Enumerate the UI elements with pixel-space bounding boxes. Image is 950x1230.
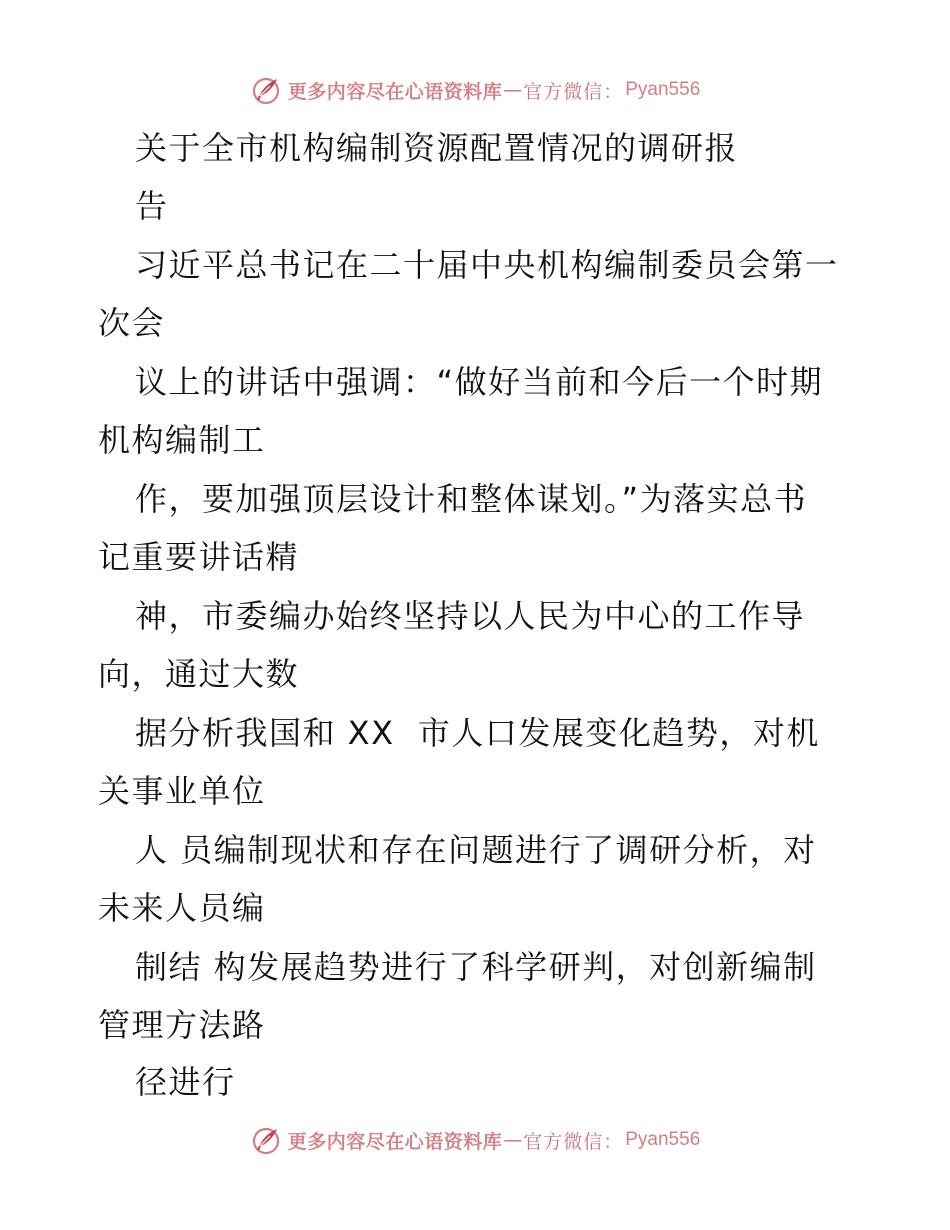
feather-pen-logo-icon xyxy=(250,74,282,106)
watermark-official-label: 官方微信： xyxy=(523,1130,624,1153)
watermark-separator: — xyxy=(503,1129,523,1151)
feather-pen-logo-icon xyxy=(250,1124,282,1156)
paragraph-line: 习近平总书记在二十届中央机构编制委员会第一 xyxy=(135,246,839,284)
paragraph-line: 作，要加强顶层设计和整体谋划。”为落实总书 xyxy=(135,480,808,518)
paragraph-line: 向，通过大数 xyxy=(98,655,300,693)
watermark-separator: — xyxy=(503,79,523,101)
watermark-banner-top xyxy=(0,72,950,108)
watermark-wechat-id: Pyan556 xyxy=(625,79,701,100)
watermark-wechat-id: Pyan556 xyxy=(625,1129,701,1150)
watermark-brand-text: 更多内容尽在心语资料库 xyxy=(287,1130,503,1153)
watermark-official-label: 官方微信： xyxy=(523,80,624,103)
paragraph-line: 关事业单位 xyxy=(98,772,266,810)
document-title-line-2: 告 xyxy=(135,187,169,225)
paragraph-line: 神，市委编办始终坚持以人民为中心的工作导 xyxy=(135,597,806,635)
paragraph-line: 人 员编制现状和存在问题进行了调研分析，对 xyxy=(135,831,817,869)
paragraph-line: 据分析我国和 XX 市人口发展变化趋势，对机 xyxy=(135,714,820,752)
paragraph-line: 径进行 xyxy=(135,1063,236,1101)
paragraph-line: 制结 构发展趋势进行了科学研判，对创新编制 xyxy=(135,948,817,986)
paragraph-line: 管理方法路 xyxy=(98,1006,266,1044)
paragraph-line: 机构编制工 xyxy=(98,421,266,459)
watermark-banner-bottom xyxy=(0,1122,950,1158)
paragraph-line: 未来人员编 xyxy=(98,889,266,927)
paragraph-line: 记重要讲话精 xyxy=(98,538,300,576)
paragraph-line: 议上的讲话中强调：“做好当前和今后一个时期 xyxy=(135,363,824,401)
watermark-brand-text: 更多内容尽在心语资料库 xyxy=(287,80,503,103)
paragraph-line: 次会 xyxy=(98,304,166,342)
document-title-line-1: 关于全市机构编制资源配置情况的调研报 xyxy=(135,129,739,167)
